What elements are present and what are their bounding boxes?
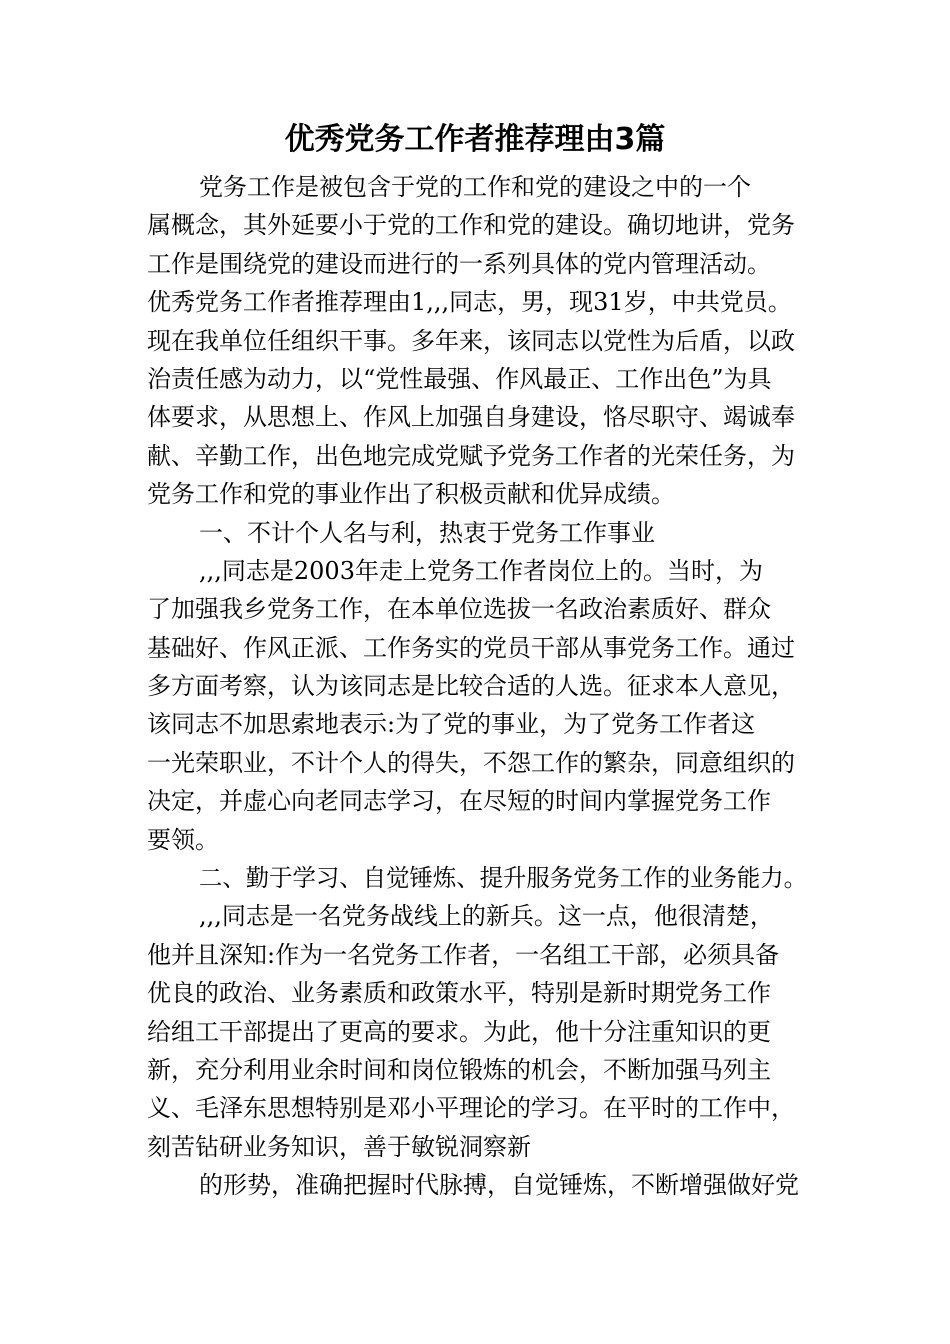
document-title: 优秀党务工作者推荐理由3篇 [284,122,666,157]
body-line: 给组工干部提出了更高的要求。为此，他十分注重知识的更 [147,1017,771,1046]
body-line: 该同志不加思索地表示:为了党的事业，为了党务工作者这 [147,710,756,739]
body-line: 工作是围绕党的建设而进行的一系列具体的党内管理活动。 [147,249,771,278]
body-line: 属概念，其外延要小于党的工作和党的建设。确切地讲，党务 [147,211,795,240]
body-line: 现在我单位任组织干事。多年来，该同志以党性为后盾，以政 [147,326,795,355]
document-body [147,168,807,1205]
body-line: 决定，并虚心向老同志学习，在尽短的时间内掌握党务工作 [147,787,771,816]
body-line: 一、不计个人名与利，热衷于党务工作事业 [199,518,655,547]
body-line: 党务工作和党的事业作出了积极贡献和优异成绩。 [147,480,675,509]
body-line: 义、毛泽东思想特别是邓小平理论的学习。在平时的工作中， [147,1094,795,1123]
body-line: ,,,同志是2003年走上党务工作者岗位上的。当时，为 [199,556,763,585]
body-line: 要领。 [147,825,219,854]
body-line: 新，充分利用业余时间和岗位锻炼的机会，不断加强马列主 [147,1055,771,1084]
body-line: 治责任感为动力，以“党性最强、作风最正、工作出色”为具 [147,364,772,393]
body-line: 一光荣职业，不计个人的得失，不怨工作的繁杂，同意组织的 [147,748,795,777]
body-line: 献、辛勤工作，出色地完成党赋予党务工作者的光荣任务，为 [147,441,795,470]
body-line: 党务工作是被包含于党的工作和党的建设之中的一个 [199,173,751,201]
body-line: 体要求，从思想上、作风上加强自身建设，恪尽职守、竭诚奉 [147,403,795,432]
body-line: 二、勤于学习、自觉锤炼、提升服务党务工作的业务能力。 [199,864,807,893]
body-line: 优良的政治、业务素质和政策水平，特别是新时期党务工作 [147,979,771,1008]
body-line: ,,,同志是一名党务战线上的新兵。这一点，他很清楚， [199,902,774,931]
body-line: 优秀党务工作者推荐理由1,,,同志，男，现31岁，中共党员。 [147,288,792,317]
body-line: 多方面考察，认为该同志是比较合适的人选。征求本人意见， [147,672,795,701]
body-line: 他并且深知:作为一名党务工作者，一名组工干部，必须具备 [147,940,780,969]
body-line: 基础好、作风正派、工作务实的党员干部从事党务工作。通过 [147,633,795,662]
body-line: 的形势，准确把握时代脉搏，自觉锤炼，不断增强做好党 [199,1171,799,1200]
body-line: 刻苦钻研业务知识，善于敏锐洞察新 [147,1132,531,1161]
body-line: 了加强我乡党务工作，在本单位选拔一名政治素质好、群众 [147,595,771,624]
